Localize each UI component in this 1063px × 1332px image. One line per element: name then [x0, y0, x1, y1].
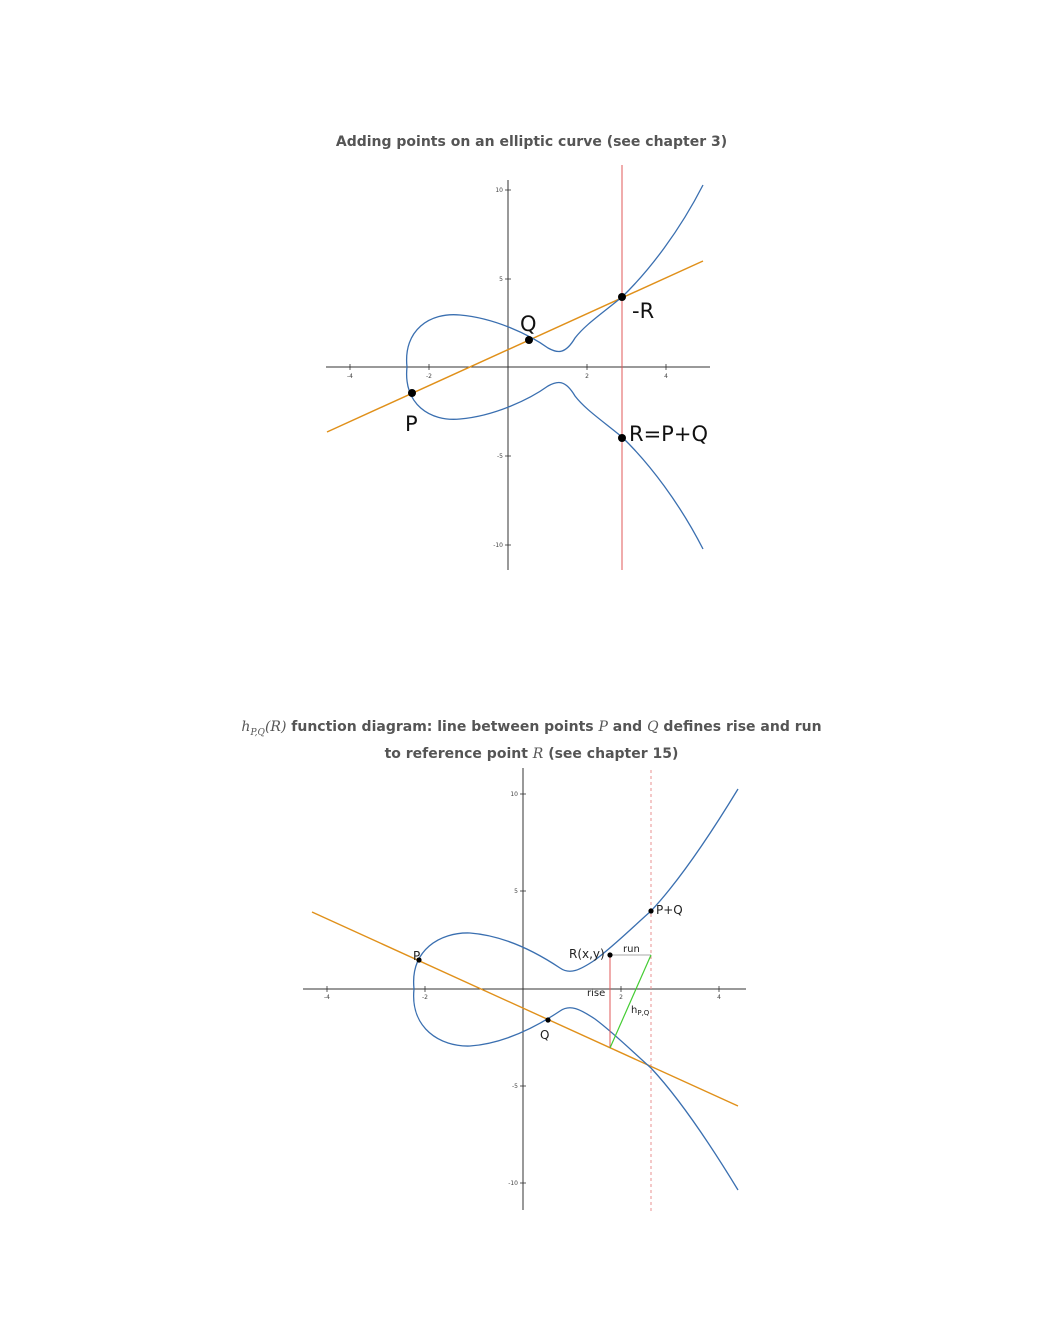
figure2-h-line: [610, 955, 651, 1048]
figure2-ytick: 5: [514, 888, 518, 895]
caption-line2-b: (see chapter 15): [543, 745, 679, 762]
caption-and: and: [607, 719, 648, 735]
figure1-secant-line: [327, 261, 703, 432]
figure1-point-P: [408, 389, 416, 397]
figure2-label-R: R(x,y): [569, 947, 605, 961]
caption-h-arg: (R): [264, 719, 287, 735]
figure2-ytick: 10: [510, 791, 518, 798]
figure2-ytick: -5: [512, 1083, 518, 1090]
figure2-label-run: run: [623, 944, 640, 955]
figure1-point-negR: [618, 293, 626, 301]
figure2-label-h-main: h: [631, 1005, 638, 1016]
figure1-axes: [326, 180, 710, 570]
figure2-curve-lower: [414, 989, 738, 1190]
figure1-label-negR: -R: [632, 299, 655, 323]
figure1-xtick: -4: [347, 373, 353, 380]
caption-h: h: [241, 719, 251, 735]
figure2-point-Q: [545, 1017, 550, 1022]
figure1-ytick: 10: [495, 187, 503, 194]
figure2-xtick: -2: [422, 994, 428, 1001]
figure2-label-h-sub: P,Q: [637, 1009, 650, 1017]
figure2-ytick: -10: [508, 1180, 518, 1187]
figure1-label-P: P: [405, 412, 418, 436]
caption-text-a: function diagram: line between points: [286, 719, 599, 735]
figure2-label-rise: rise: [587, 988, 606, 999]
caption-text-b: defines rise and run: [658, 719, 822, 735]
figure2-point-PplusQ: [648, 908, 653, 913]
figure1-ytick: 5: [499, 276, 503, 283]
figure2-xtick: 2: [619, 994, 623, 1001]
figure2-point-R: [607, 952, 612, 957]
figure1-xtick: 2: [585, 373, 589, 380]
figure2-xtick: -4: [324, 994, 330, 1001]
figure2-plot: [303, 768, 746, 1212]
figure2-secant-line: [312, 912, 738, 1106]
figure1-ytick: -5: [497, 453, 503, 460]
figure2-label-P: P: [413, 949, 421, 963]
figure1-xtick: -2: [426, 373, 432, 380]
figure2-label-PplusQ: P+Q: [656, 903, 683, 917]
caption-h-sub: P,Q: [250, 727, 265, 738]
figure1-curve-upper: [407, 185, 703, 367]
figure1-point-Q: [525, 336, 533, 344]
figure1-ytick: -10: [493, 542, 503, 549]
figure1-plot: [326, 165, 710, 570]
figure2-axes: [303, 768, 746, 1210]
caption-Q: Q: [647, 719, 659, 735]
figure1-xtick: 4: [664, 373, 668, 380]
figure1-point-R: [618, 434, 626, 442]
caption-R: R: [532, 745, 544, 762]
figure2-label-h: [631, 1005, 650, 1017]
figure2-xtick: 4: [717, 994, 721, 1001]
figure1-caption-text: Adding points on an elliptic curve (see chapter 3): [335, 134, 728, 150]
figure1-label-R: R=P+Q: [629, 422, 708, 446]
caption-P: P: [598, 719, 608, 735]
figure1-curve-lower: [407, 367, 703, 549]
caption-line2-a: to reference point: [384, 745, 533, 762]
figure2-label-Q: Q: [540, 1028, 550, 1042]
figure1-label-Q: Q: [520, 312, 537, 336]
